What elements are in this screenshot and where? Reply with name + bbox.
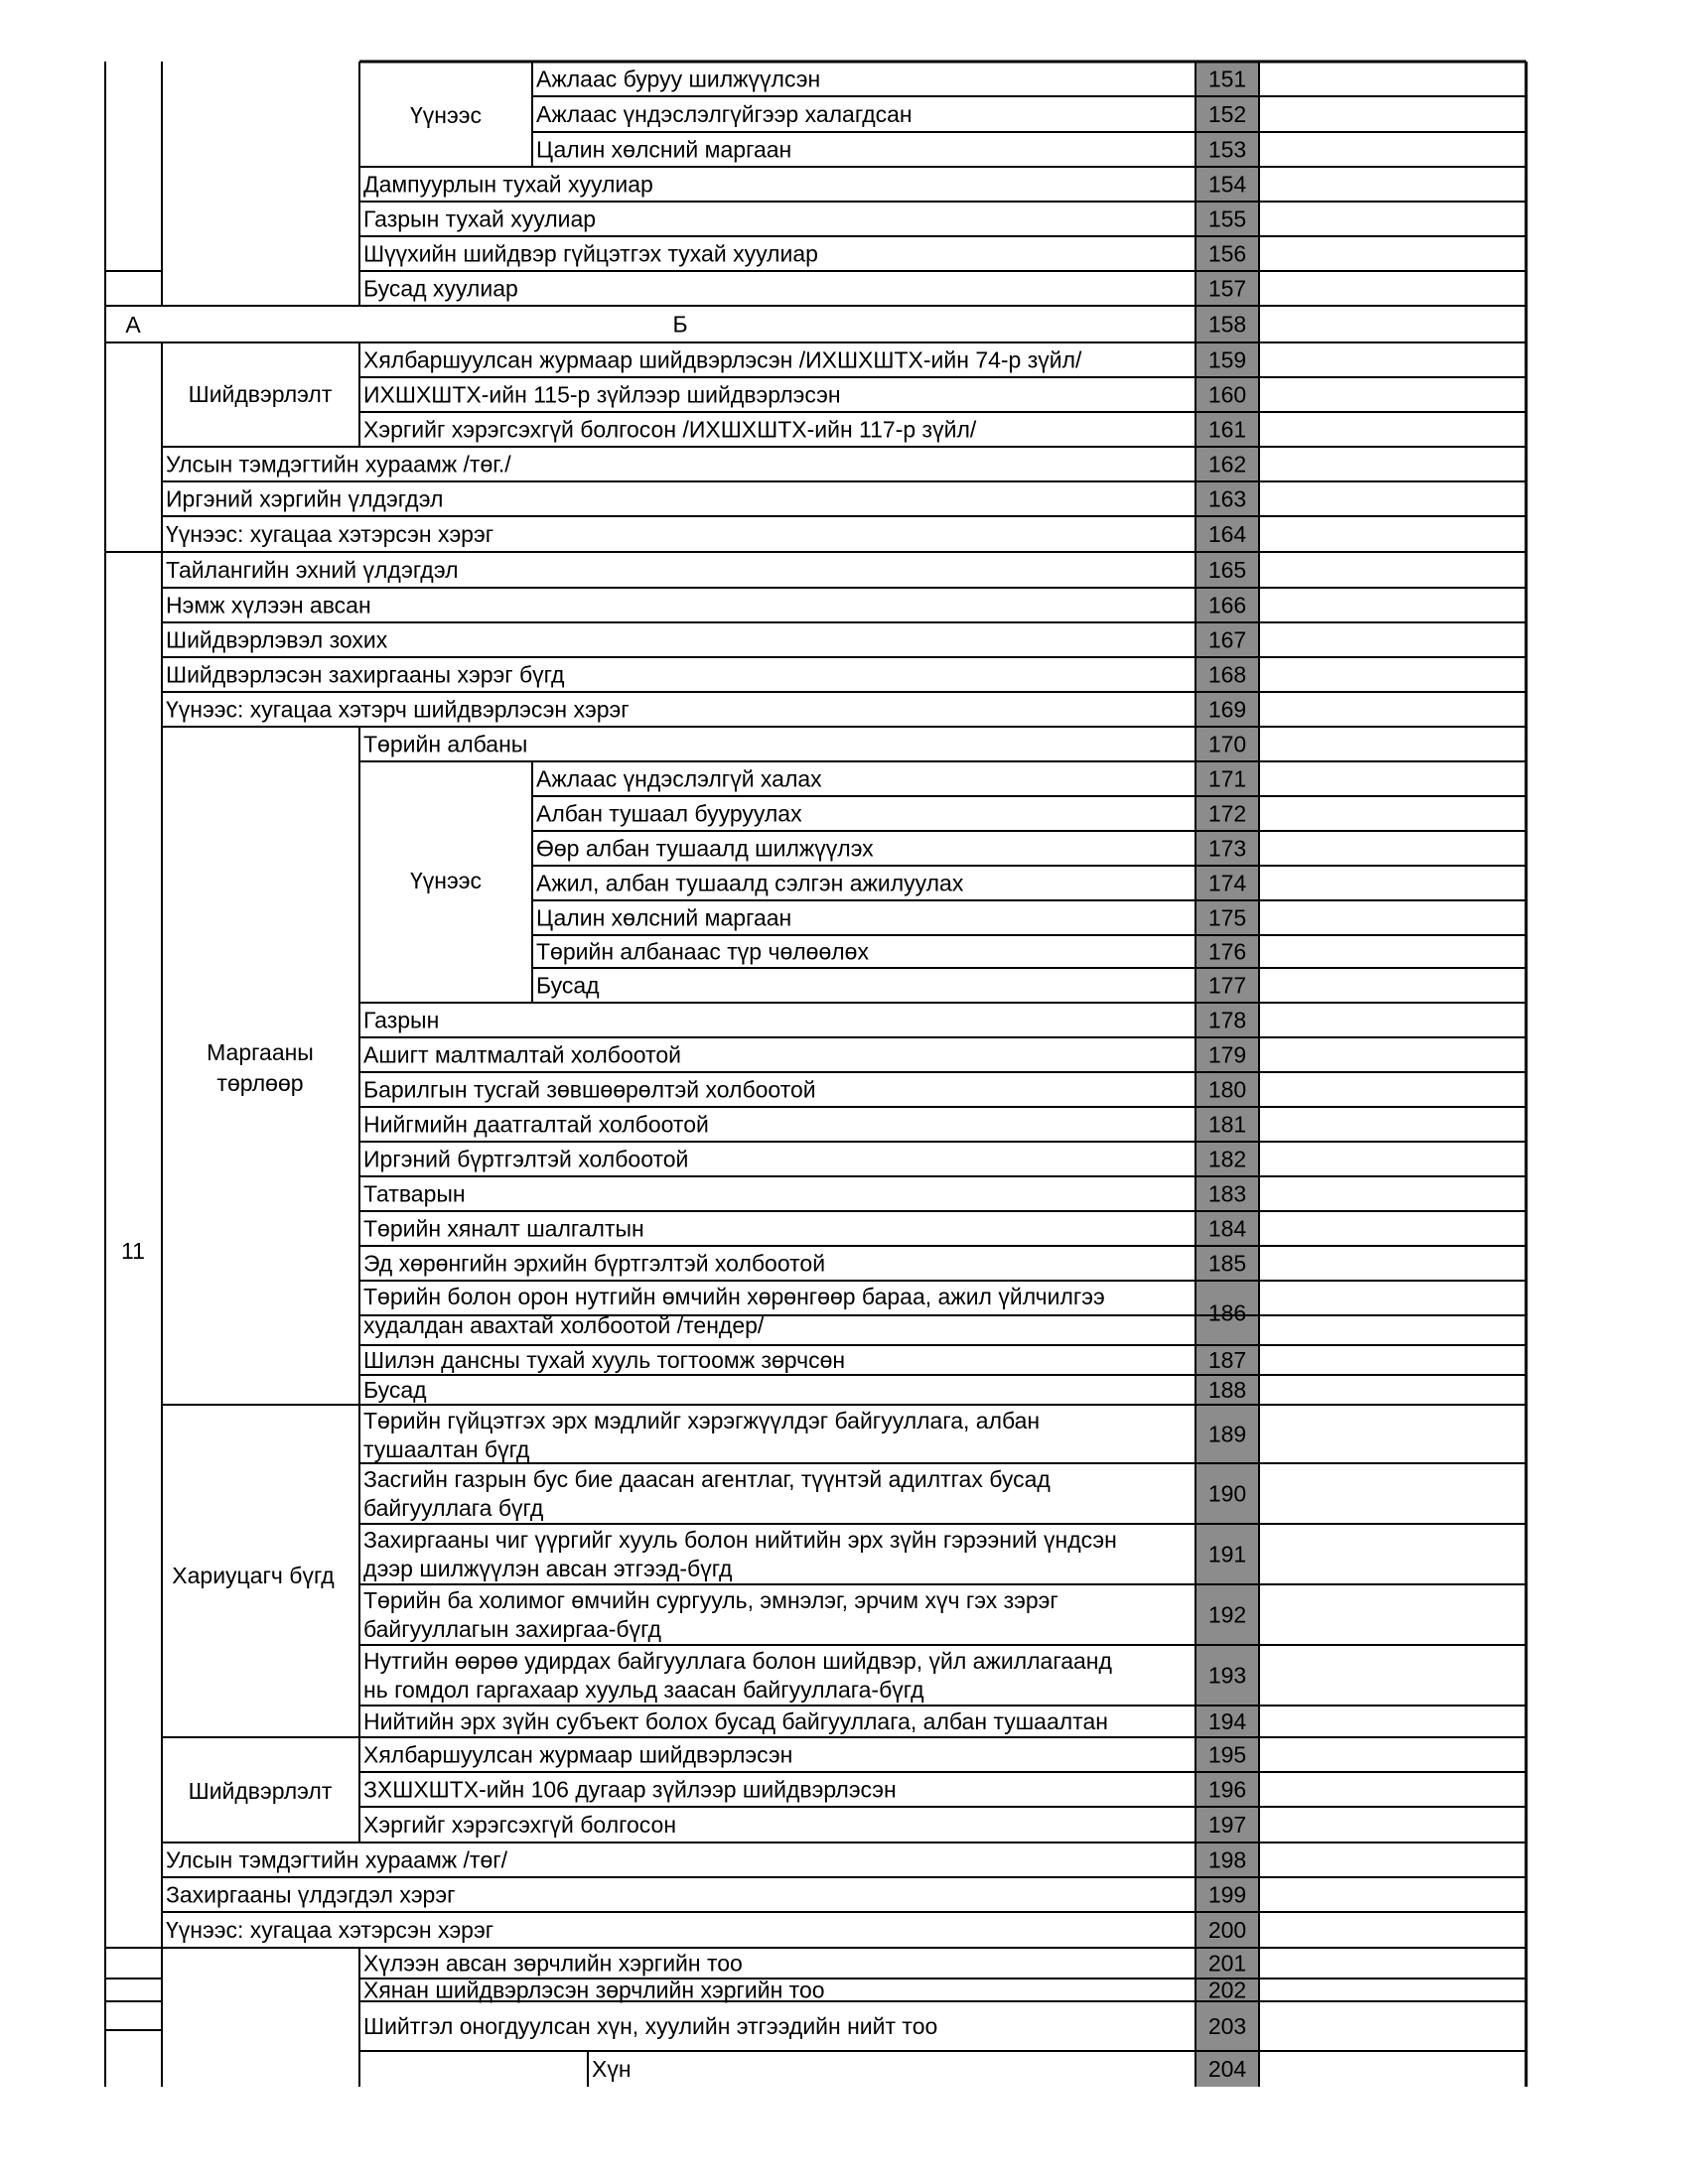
row-number: 191 [1207,1541,1247,1568]
value-cell[interactable] [1261,798,1524,830]
value-cell[interactable] [1261,590,1524,621]
row-number: 153 [1207,136,1247,163]
row-label: Шийтгэл оногдуулсан хүн, хуулийн этгээдийн нийт тоо [363,2013,938,2039]
row-number: 177 [1207,972,1247,999]
value-cell[interactable] [1261,694,1524,726]
row-number: 196 [1207,1776,1247,1803]
row-number: 174 [1207,870,1247,896]
row-number: 151 [1207,66,1247,92]
row-label: ИХШХШТХ-ийн 115-р зүйлээр шийдвэрлэсэн [363,381,841,408]
row-number: 159 [1207,346,1247,373]
row-label: Улсын тэмдэгтийн хураамж /төг./ [166,451,511,478]
value-cell[interactable] [1261,624,1524,656]
row-number: 180 [1207,1076,1247,1103]
group-label-shiidverlelt-1: Шийдвэрлэлт [188,381,333,407]
value-cell[interactable] [1261,1465,1524,1523]
value-cell[interactable] [1261,1074,1524,1106]
row-label: Үүнээс: хугацаа хэтэрч шийдвэрлэсэн хэрэг [166,696,630,723]
row-number: 162 [1207,451,1247,478]
value-cell[interactable] [1261,238,1524,270]
row-number: 194 [1207,1708,1247,1734]
row-number: 190 [1207,1480,1247,1507]
row-label: Дампуурлын тухай хуулиар [363,171,653,198]
row-number: 152 [1207,101,1247,127]
section-number: 11 [121,1238,145,1264]
value-cell[interactable] [1261,98,1524,131]
value-cell[interactable] [1261,1526,1524,1583]
value-cell[interactable] [1261,554,1524,587]
row-number: 172 [1207,800,1247,827]
value-cell[interactable] [1261,1213,1524,1245]
value-cell[interactable] [1261,344,1524,376]
row-number: 204 [1207,2056,1247,2082]
value-cell[interactable] [1261,1647,1524,1705]
row-label: Газрын тухай хуулиар [363,205,597,232]
row-number: 171 [1207,765,1247,792]
row-label: Бусад [536,972,600,999]
row-number: 193 [1207,1662,1247,1689]
value-cell[interactable] [1261,204,1524,235]
row-number: 168 [1207,661,1247,688]
row-label: Албан тушаал бууруулах [536,800,802,827]
row-label: Цалин хөлсний маргаан [536,904,792,931]
row-label: Өөр албан тушаалд шилжүүлэх [536,835,874,862]
value-cell[interactable] [1261,1586,1524,1644]
row-number: 202 [1207,1977,1247,2003]
value-cell[interactable] [1261,902,1524,934]
row-number: 182 [1207,1146,1247,1172]
row-label: Б [672,311,688,338]
row-label: Нутгийн өөрөө удирдах байгууллага болон шийдвэр, үйл ажиллагаанд [363,1648,1112,1674]
row-label: Бусад хуулиар [363,275,518,302]
row-label: Хүн [592,2056,632,2082]
row-number: 184 [1207,1215,1247,1242]
value-cell[interactable] [1261,2053,1524,2086]
row-number: 198 [1207,1846,1247,1873]
row-label: Хүлээн авсан зөрчлийн хэргийн тоо [363,1950,743,1977]
row-number: 156 [1207,240,1247,267]
value-cell[interactable] [1261,1739,1524,1771]
row-label-continued: худалдан авахтай холбоотой /тендер/ [363,1312,765,1338]
row-number: 163 [1207,485,1247,512]
group-label-margaany-line2: төрлөөр [216,1070,304,1096]
row-number: 189 [1207,1421,1247,1447]
row-number: 158 [1207,311,1247,338]
row-number: 199 [1207,1881,1247,1908]
value-cell[interactable] [1261,1005,1524,1036]
value-cell[interactable] [1261,414,1524,446]
row-number: 187 [1207,1347,1247,1373]
row-label: Эд хөрөнгийн эрхийн бүртгэлтэй холбоотой [363,1250,826,1277]
value-cell[interactable] [1261,1980,1524,2000]
value-cell[interactable] [1261,1809,1524,1842]
value-cell[interactable] [1261,833,1524,865]
row-label: Төрийн хяналт шалгалтын [363,1215,644,1242]
row-label: Нэмж хүлээн авсан [166,592,371,618]
row-number: 183 [1207,1180,1247,1207]
row-label: Иргэний хэргийн үлдэгдэл [166,485,444,512]
value-cell[interactable] [1261,1774,1524,1806]
row-label: Хянан шийдвэрлэсэн зөрчлийн хэргийн тоо [363,1977,825,2003]
value-cell[interactable] [1261,1407,1524,1462]
row-number: 185 [1207,1250,1247,1277]
group-label-shiidverlelt-2: Шийдвэрлэлт [188,1778,333,1804]
row-number: 169 [1207,696,1247,723]
row-label: Татварын [363,1180,466,1207]
row-label: Үүнээс: хугацаа хэтэрсэн хэрэг [166,521,494,547]
row-label: Засгийн газрын бус бие даасан агентлаг, түүнтэй адилтгах бусад [363,1466,1051,1492]
row-label-continued: дээр шилжүүлэн авсан этгээд-бүгд [363,1556,733,1581]
row-label: Цалин хөлсний маргаан [536,136,792,163]
value-cell[interactable] [1261,729,1524,760]
row-label: Хялбаршуулсан журмаар шийдвэрлэсэн /ИХШХШТХ-ийн 74-р зүйл/ [363,346,1082,373]
row-label: Газрын [363,1007,440,1033]
value-cell[interactable] [1261,1109,1524,1141]
row-number: 161 [1207,416,1247,443]
row-number: 197 [1207,1812,1247,1838]
row-number: 175 [1207,904,1247,931]
value-cell[interactable] [1261,1377,1524,1404]
row-label: Төрийн албанаас түр чөлөөлөх [536,938,869,965]
value-cell[interactable] [1261,1950,1524,1978]
row-number: 154 [1207,171,1247,198]
row-label: ЗХШХШТХ-ийн 106 дугаар зүйлээр шийдвэрлэсэн [363,1776,897,1803]
row-label: Ажил, албан тушаалд сэлгэн ажилуулах [536,870,964,896]
row-label: Төрийн болон орон нутгийн өмчийн хөрөнгөөр бараа, ажил үйлчилгээ [363,1284,1105,1309]
row-label: Ажлаас үндэслэлгүй халах [536,765,822,792]
value-cell[interactable] [1261,518,1524,551]
row-number: 157 [1207,275,1247,302]
row-number: 176 [1207,938,1247,965]
row-label: Ашигт малтмалтай холбоотой [363,1041,681,1068]
row-label: Барилгын тусгай зөвшөөрөлтэй холбоотой [363,1076,816,1103]
row-label: Нийтийн эрх зүйн субъект болох бусад байгууллага, албан тушаалтан [363,1708,1108,1734]
value-cell[interactable] [1261,169,1524,201]
row-label: Захиргааны үлдэгдэл хэрэг [166,1881,456,1908]
row-label: Хэргийг хэрэгсэхгүй болгосон /ИХШХШТХ-ийн 117-р зүйл/ [363,416,977,443]
value-cell[interactable] [1261,1914,1524,1947]
row-label: Бусад [363,1377,427,1403]
value-cell[interactable] [1261,1844,1524,1876]
page-bottom-margin [0,2089,1688,2184]
value-cell[interactable] [1261,449,1524,480]
value-cell[interactable] [1261,308,1524,341]
row-number: 164 [1207,521,1247,547]
row-number: 166 [1207,592,1247,618]
row-label: Төрийн гүйцэтгэх эрх мэдлийг хэрэгжүүлдэг байгууллага, албан [363,1408,1041,1433]
row-label: Шилэн дансны тухай хууль тогтоомж зөрчсөн [363,1347,846,1373]
value-cell[interactable] [1261,1248,1524,1280]
row-label: Ажлаас буруу шилжүүлсэн [536,66,821,92]
value-cell[interactable] [1261,1347,1524,1374]
row-number: 155 [1207,205,1247,232]
row-label: Төрийн ба холимог өмчийн сургууль, эмнэлэг, эрчим хүч гэх зэрэг [363,1587,1058,1613]
row-label: Тайлангийн эхний үлдэгдэл [166,557,459,583]
row-label: Шийдвэрлэсэн захиргааны хэрэг бүгд [166,661,565,688]
row-number: 181 [1207,1111,1247,1138]
row-number: 186 [1207,1299,1247,1326]
row-label-continued: тушаалтан бүгд [363,1436,530,1462]
row-number: 201 [1207,1950,1247,1977]
value-cell[interactable] [1261,970,1524,1002]
row-number: 170 [1207,731,1247,757]
value-cell[interactable] [1261,483,1524,515]
row-label: Үүнээс: хугацаа хэтэрсэн хэрэг [166,1917,494,1943]
value-cell[interactable] [1261,379,1524,411]
group-label-unees-mid: Үүнээс [410,868,482,893]
row-label: Ажлаас үндэслэлгүйгээр халагдсан [536,101,913,127]
column-a-label: А [125,312,141,338]
row-label: Хялбаршуулсан журмаар шийдвэрлэсэн [363,1741,793,1768]
row-number: 203 [1207,2013,1247,2039]
row-label: Төрийн албаны [363,731,528,757]
value-cell[interactable] [1261,134,1524,166]
row-number: 192 [1207,1601,1247,1628]
value-cell[interactable] [1261,1039,1524,1071]
row-label: Хэргийг хэрэгсэхгүй болгосон [363,1812,677,1838]
row-label: Иргэний бүртгэлтэй холбоотой [363,1146,689,1172]
row-number: 195 [1207,1741,1247,1768]
row-label: Шийдвэрлэвэл зохих [166,626,388,653]
value-cell[interactable] [1261,763,1524,795]
value-cell[interactable] [1261,1879,1524,1911]
value-cell[interactable] [1261,868,1524,899]
group-label-unees-top: Үүнээс [410,102,482,128]
value-cell[interactable] [1261,64,1524,95]
row-label-continued: байгууллагын захиргаа-бүгд [363,1616,661,1642]
row-label: Нийгмийн даатгалтай холбоотой [363,1111,709,1138]
value-cell[interactable] [1261,273,1524,305]
value-cell[interactable] [1261,1283,1524,1344]
value-cell[interactable] [1261,1178,1524,1210]
row-label: Шүүхийн шийдвэр гүйцэтгэх тухай хуулиар [363,240,818,267]
row-label: Улсын тэмдэгтийн хураамж /төг/ [166,1846,508,1873]
row-label-continued: нь гомдол гаргахаар хуульд заасан байгууллага-бүгд [363,1677,924,1703]
row-number: 178 [1207,1007,1247,1033]
row-number: 200 [1207,1917,1247,1943]
value-cell[interactable] [1261,659,1524,691]
row-number: 173 [1207,835,1247,862]
row-number: 179 [1207,1041,1247,1068]
row-label: Захиргааны чиг үүргийг хууль болон нийтийн эрх зүйн гэрээний үндсэн [363,1527,1117,1553]
value-cell[interactable] [1261,2003,1524,2050]
row-number: 167 [1207,626,1247,653]
table-rows [166,64,1524,2086]
value-cell[interactable] [1261,937,1524,967]
row-number: 188 [1207,1377,1247,1403]
row-label-continued: байгууллага бүгд [363,1495,544,1521]
row-number: 160 [1207,381,1247,408]
value-cell[interactable] [1261,1144,1524,1175]
group-label-margaany-line1: Маргааны [207,1039,314,1065]
value-cell[interactable] [1261,1707,1524,1736]
row-number: 165 [1207,557,1247,583]
group-label-hariutsagch: Хариуцагч бүгд [172,1563,335,1588]
